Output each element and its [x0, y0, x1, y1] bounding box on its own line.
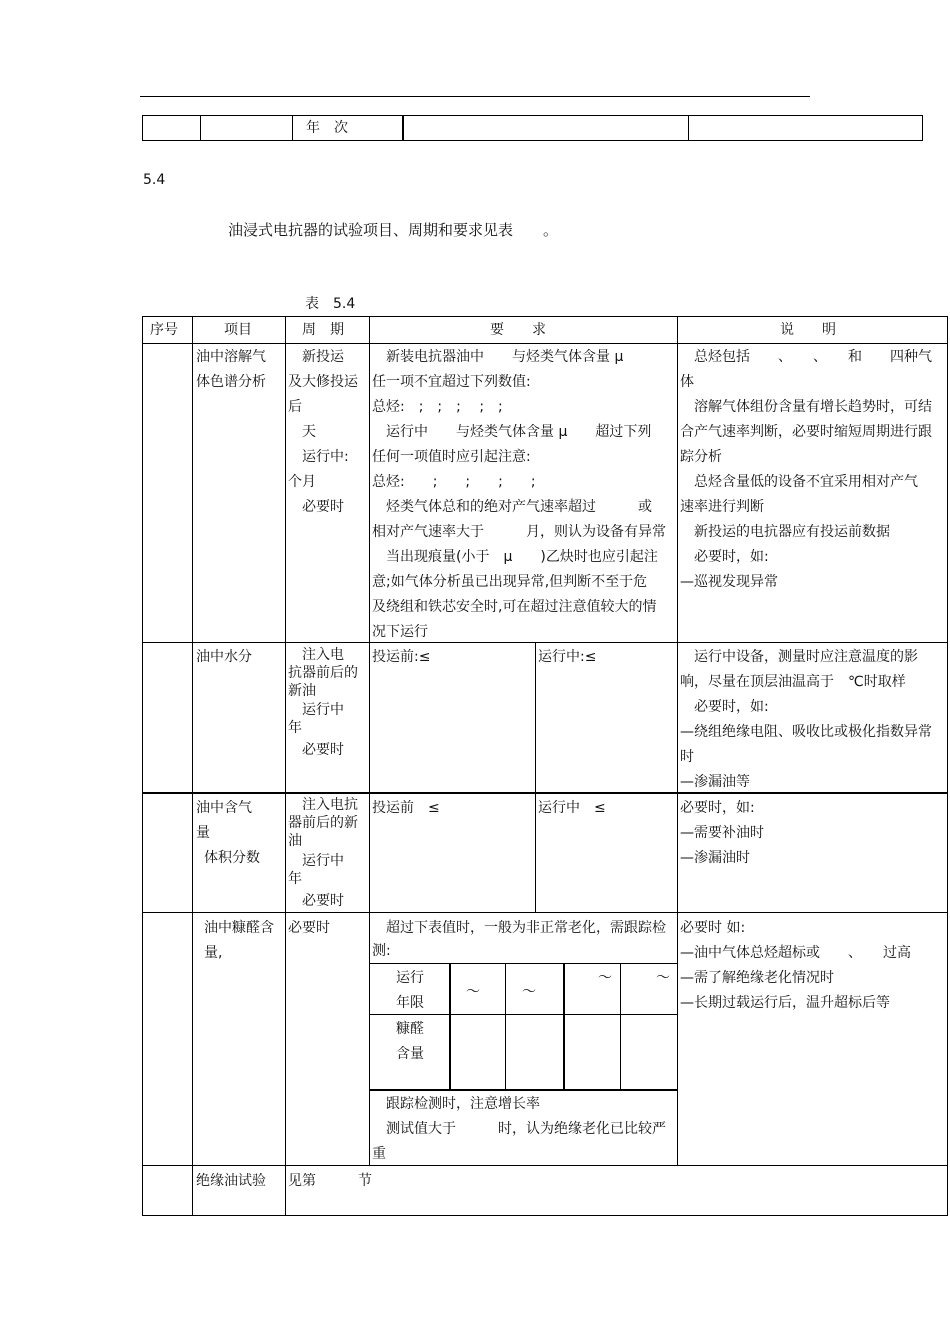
- period-text: 运行中:: [288, 449, 349, 465]
- period-text: 新投运: [288, 349, 344, 365]
- req-text: 烃类气体总和的绝对产气速率超过 或: [372, 499, 652, 515]
- subtable-label: 年限: [396, 995, 424, 1011]
- req-text: 运行中 与烃类气体含量 μ 超过下列: [372, 424, 652, 440]
- period-text: 必要时: [288, 920, 330, 936]
- req-text: 重: [372, 1146, 386, 1162]
- subtable-range: ～: [466, 984, 480, 1000]
- period-text: 必要时: [288, 499, 344, 515]
- header-no: 序号: [150, 322, 178, 338]
- req-text: 任一项不宜超过下列数值:: [372, 374, 531, 390]
- req-text: 意;如气体分析虽已出现异常,但判断不至于危: [372, 574, 648, 590]
- item-text: 体积分数: [204, 850, 260, 866]
- subtable-label: 运行: [396, 970, 424, 986]
- note-text: —渗漏油等: [680, 774, 750, 790]
- note-text: —渗漏油时: [680, 850, 750, 866]
- note-text: 新投运的电抗器应有投运前数据: [680, 524, 890, 540]
- note-text: 时: [680, 749, 694, 765]
- note-text: 总烃含量低的设备不宜采用相对产气: [680, 474, 918, 490]
- req-text: 测:: [372, 943, 391, 959]
- period-text: 注入电: [288, 647, 344, 663]
- header-item: 项目: [224, 322, 252, 338]
- item-text: 油中溶解气: [196, 349, 266, 365]
- note-text: —油中气体总烃超标或 、 过高: [680, 945, 911, 961]
- period-text: 抗器前后的: [288, 665, 358, 681]
- subtable-label: 含量: [396, 1046, 424, 1062]
- header-note: 说 明: [780, 322, 836, 338]
- req-before-operation: 投运前 ≤: [372, 800, 440, 816]
- table-caption: 表 5.4: [305, 296, 570, 312]
- period-text: 新油: [288, 683, 316, 699]
- subtable-range: ～: [598, 970, 612, 986]
- item-text: 油中含气: [196, 800, 252, 816]
- note-text: 必要时 如:: [680, 920, 746, 936]
- item-text: 油中水分: [196, 649, 252, 665]
- note-text: —需了解绝缘老化情况时: [680, 970, 834, 986]
- item-text: 量: [196, 825, 210, 841]
- subtable-label: 糠醛: [396, 1021, 424, 1037]
- header-period: 周 期: [302, 322, 344, 338]
- period-text: 必要时: [288, 893, 344, 909]
- period-text: 年: [288, 871, 302, 887]
- subtable-range: ～: [656, 970, 670, 986]
- note-text: 总烃包括 、 、 和 四种气: [680, 349, 932, 365]
- req-text: 任何一项值时应引起注意:: [372, 449, 531, 465]
- header-requirement: 要 求: [490, 322, 546, 338]
- subtable-range: ～: [522, 984, 536, 1000]
- period-text: 及大修投运: [288, 374, 358, 390]
- req-text: 测试值大于 时，认为绝缘老化已比较严: [372, 1121, 666, 1137]
- note-text: 必要时，如:: [680, 699, 769, 715]
- req-text: 总烃: ; ; ; ;: [372, 474, 536, 490]
- note-text: 踪分析: [680, 449, 722, 465]
- prev-period-tail: 年 次: [306, 120, 348, 136]
- req-text: 及绕组和铁芯安全时,可在超过注意值较大的情: [372, 599, 657, 615]
- note-text: —绕组绝缘电阻、吸收比或极化指数异常: [680, 724, 932, 740]
- period-text: 年: [288, 720, 302, 736]
- item-text: 体色谱分析: [196, 374, 266, 390]
- note-text: 速率进行判断: [680, 499, 764, 515]
- note-text: 运行中设备，测量时应注意温度的影: [680, 649, 918, 665]
- req-in-operation: 运行中:≤: [538, 649, 597, 665]
- note-text: 合产气速率判断，必要时缩短周期进行跟: [680, 424, 932, 440]
- req-text: 况下运行: [372, 624, 428, 640]
- note-text: —长期过载运行后，温升超标后等: [680, 995, 890, 1011]
- note-text: 溶解气体组份含量有增长趋势时，可结: [680, 399, 932, 415]
- item-text: 油中糠醛含: [204, 920, 274, 936]
- period-text: 后: [288, 399, 302, 415]
- period-text: 天: [288, 424, 316, 440]
- note-text: 体: [680, 374, 694, 390]
- req-before-operation: 投运前:≤: [372, 649, 431, 665]
- period-text: 油: [288, 833, 302, 849]
- period-text: 运行中: [288, 853, 344, 869]
- period-text: 运行中: [288, 702, 344, 718]
- period-text: 见第 节: [288, 1173, 372, 1189]
- req-text: 新装电抗器油中 与烃类气体含量 μ: [372, 349, 624, 365]
- item-text: 绝缘油试验: [196, 1173, 266, 1189]
- period-text: 个月: [288, 474, 316, 490]
- req-text: 相对产气速率大于 月，则认为设备有异常: [372, 524, 666, 540]
- note-text: —需要补油时: [680, 825, 764, 841]
- section-heading: 5.4: [143, 172, 254, 188]
- req-in-operation: 运行中 ≤: [538, 800, 606, 816]
- note-text: 响，尽量在顶层油温高于 ℃时取样: [680, 674, 906, 690]
- req-text: 当出现痕量(小于 μ )乙炔时也应引起注: [372, 549, 658, 565]
- note-text: 必要时，如:: [680, 549, 769, 565]
- top-rule: [140, 96, 810, 97]
- note-text: 必要时，如:: [680, 800, 755, 816]
- period-text: 必要时: [288, 742, 344, 758]
- period-text: 注入电抗: [288, 797, 358, 813]
- req-text: 跟踪检测时，注意增长率: [372, 1096, 540, 1112]
- item-text: 量,: [204, 945, 223, 961]
- note-text: —巡视发现异常: [680, 574, 778, 590]
- section-intro: 油浸式电抗器的试验项目、周期和要求见表 。: [228, 221, 559, 239]
- req-text: 总烃: ; ; ; ; ;: [372, 399, 503, 415]
- req-text: 超过下表值时，一般为非正常老化，需跟踪检: [372, 920, 666, 936]
- period-text: 器前后的新: [288, 815, 358, 831]
